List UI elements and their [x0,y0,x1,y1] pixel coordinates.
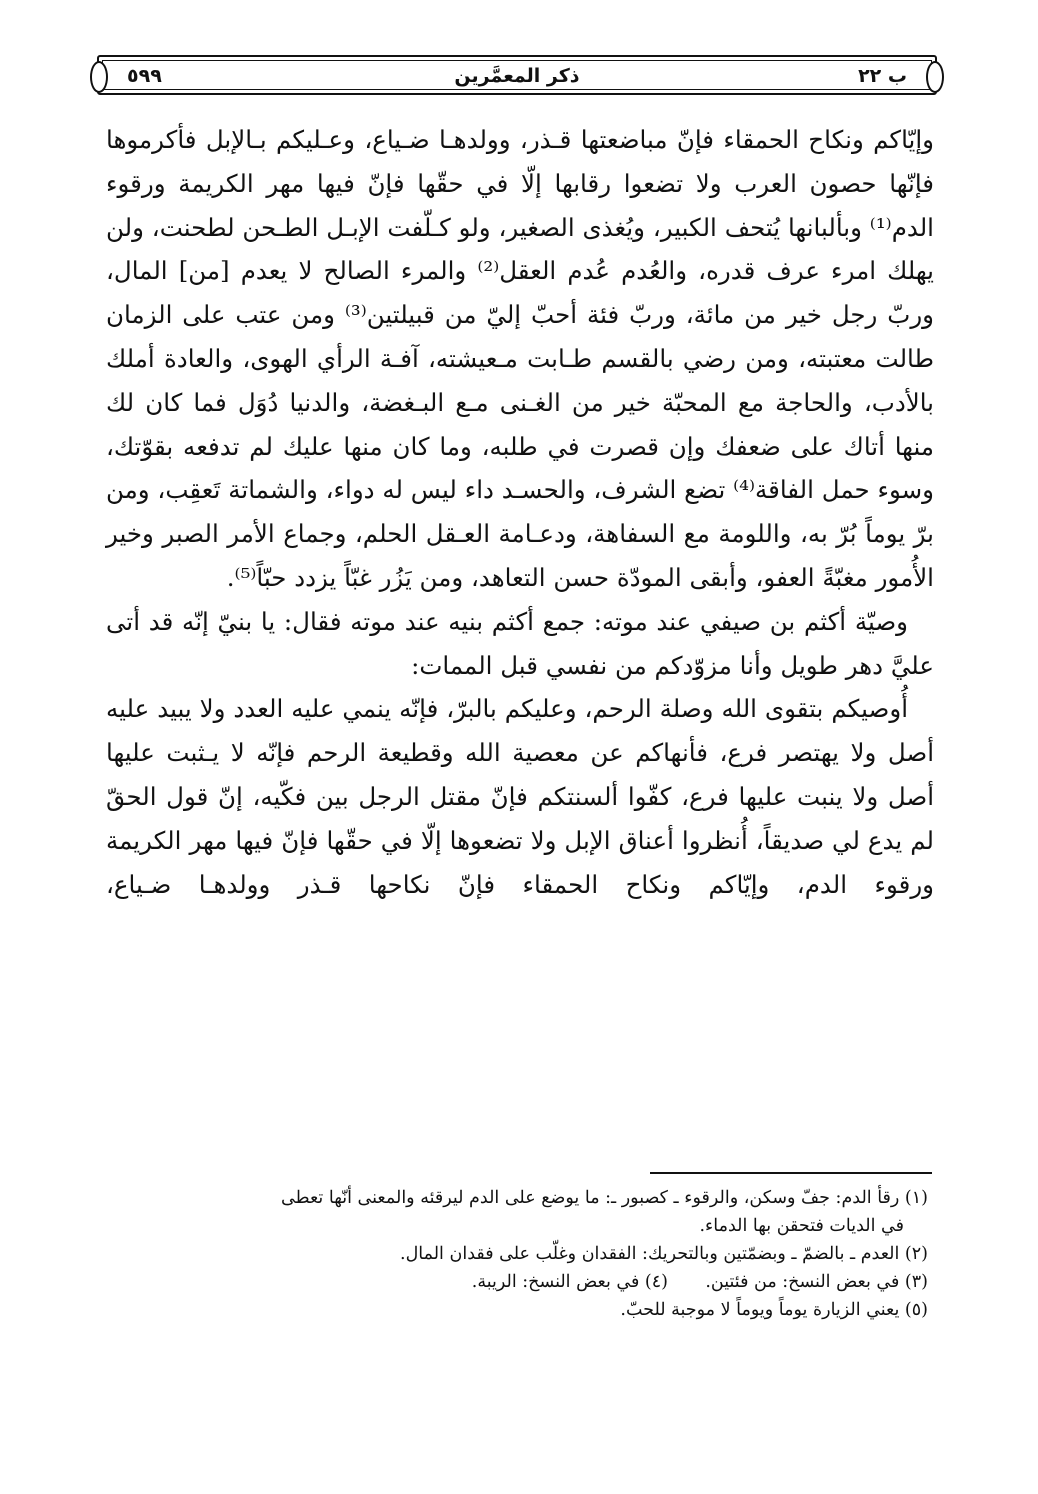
footnote-row-3-4 [106,1268,934,1296]
footnote-3: (٣) في بعض النسخ: من فئتين. [705,1272,928,1292]
footnote-4: (٤) في بعض النسخ: الريبة. [471,1272,668,1292]
page-header [97,55,937,95]
footnote-1: (١) رقأ الدم: جفّ وسكن، والرقوء ـ كصبور ـ: ما يوضع على الدم ليرقئه والمعنى أنّها تعطى [281,1188,928,1208]
footnote-1-continued: في الديات فتحقن بها الدماء. [699,1216,904,1236]
chapter-section: ب ٢٢ [858,65,907,87]
page-number: ٥٩٩ [127,65,162,87]
footnote-5: (٥) يعني الزيارة يوماً ويوماً لا موجبة للحبّ. [620,1300,928,1320]
footnotes [106,1184,934,1324]
main-text [106,118,934,906]
paragraph-1: وإيّاكم ونكاح الحمقاء فإنّ مباضعتها قـذر، وولدهـا ضـياع، وعـليكم بـالإبل فأكرموها فإنّها حصون العرب ولا تضعوا رقابها إلّا في حقّها فإنّ فيها مهر الكريمة ورقوء الدم⁽¹⁾ وبألبانها يُتحف الكبير، ويُغذى الصغير، ولو كـلّفت الإبـل الطـحن لطحنت، ولن يهلك امرء عرف قدره، والعُدم عُدم العقل⁽²⁾ والمرء الصالح لا يعدم [من] المال، وربّ رجل خير من مائة، وربّ فئة أحبّ إليّ من قبيلتين⁽³⁾ ومن عتب على الزمان طالت معتبته، ومن رضي بالقسم طـابت مـعيشته، آفـة الرأي الهوى، والعادة أملك بالأدب، والحاجة مع المحبّة خير من الغـنى مـع البـغضة، والدنيا دُوَل فما كان لك منها أتاك على ضعفك وإن قصرت في طلبه، وما كان منها عليك لم تدفعه بقوّتك، وسوء حمل الفاقة⁽⁴⁾ تضع الشرف، والحسـد داء ليس له دواء، والشماتة تَعقِب، ومن برّ يوماً بُرّ به، واللومة مع السفاهة، ودعـامة العـقل الحلم، وجماع الأمر الصبر وخير الأُمور مغبّةً العفو، وأبقى المودّة حسن التعاهد، ومن يَزُر غبّاً يزدد حبّاً⁽⁵⁾. [106,125,934,592]
running-title: ذكر المعمَّرين [454,65,580,87]
paragraph-2: وصيّة أكثم بن صيفي عند موته: جمع أكثم بنيه عند موته فقال: يا بنيّ إنّه قد أتى عليَّ دهر طويل وأنا مزوّدكم من نفسي قبل الممات: [106,606,934,680]
footnote-separator [650,1172,932,1174]
paragraph-3: أُوصيكم بتقوى الله وصلة الرحم، وعليكم بالبرّ، فإنّه ينمي عليه العدد ولا يبيد عليه أصل ولا يهتصر فرع، فأنهاكم عن معصية الله وقطيعة الرحم فإنّه لا يـثبت عليها أصل ولا ينبت عليها فرع، كفّوا ألسنتكم فإنّ مقتل الرجل بين فكّيه، إنّ قول الحقّ لم يدع لي صديقاً، أُنظروا أعناق الإبل ولا تضعوها إلّا في حقّها فإنّ فيها مهر الكريمة ورقوء الدم، وإيّاكم ونكاح الحمقاء فإنّ نكاحها قـذر وولدهـا ضـياع، [106,694,934,899]
footnote-2: (٢) العدم ـ بالضمّ ـ وبضمّتين وبالتحريك: الفقدان وغلّب على فقدان المال. [400,1244,928,1264]
